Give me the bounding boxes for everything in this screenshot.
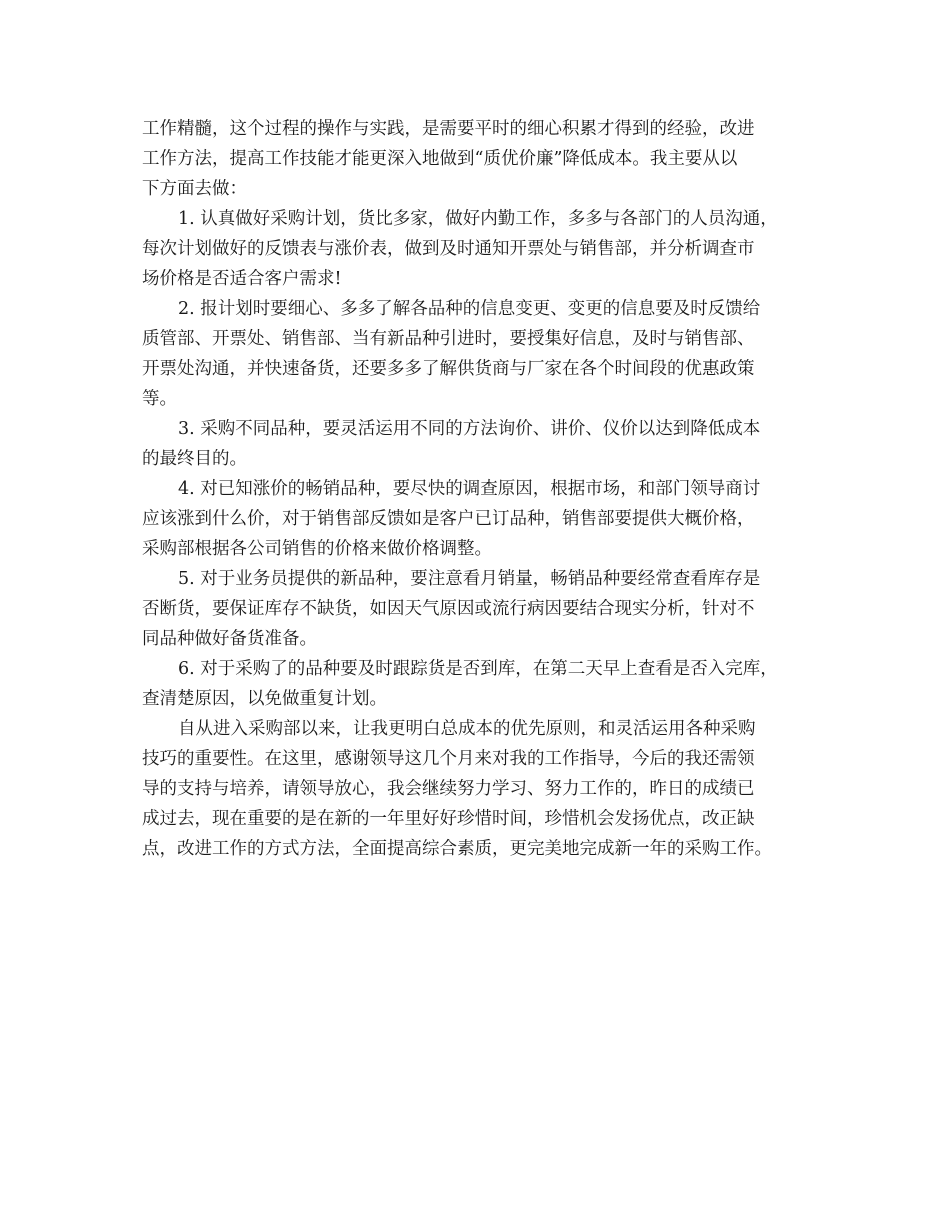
text-line: 等。 [142,389,177,409]
text-line: 同品种做好备货准备。 [142,629,317,649]
text-line: 3. 采购不同品种，要灵活运用不同的方法询价、讲价、仪价以达到降低成本 [178,419,761,439]
text-line: 每次计划做好的反馈表与涨价表，做到及时通知开票处与销售部，并分析调查市 [142,239,755,259]
paragraph-item-3 [142,414,814,474]
text-line: 开票处沟通，并快速备货，还要多多了解供货商与厂家在各个时间段的优惠政策 [142,359,755,379]
text-line: 1. 认真做好采购计划，货比多家，做好内勤工作，多多与各部门的人员沟通， [178,209,778,229]
text-line: 2. 报计划时要细心、多多了解各品种的信息变更、变更的信息要及时反馈给 [178,299,761,319]
paragraph-item-4 [142,474,814,564]
text-line: 质管部、开票处、销售部、当有新品种引进时，要授集好信息，及时与销售部、 [142,329,755,349]
document-body [142,114,814,864]
text-line: 应该涨到什么价，对于销售部反馈如是客户已订品种，销售部要提供大概价格， [142,509,755,529]
text-line: 查清楚原因，以免做重复计划。 [142,689,387,709]
text-line: 成过去，现在重要的是在新的一年里好好珍惜时间，珍惜机会发扬优点，改正缺 [142,809,755,829]
text-line: 场价格是否适合客户需求! [142,269,342,289]
text-line: 的最终目的。 [142,449,247,469]
paragraph-item-1 [142,204,814,294]
text-line: 工作精髓，这个过程的操作与实践，是需要平时的细心积累才得到的经验，改进 [142,119,755,139]
text-line: 4. 对已知涨价的畅销品种，要尽快的调查原因，根据市场，和部门领导商讨 [178,479,761,499]
text-line: 5. 对于业务员提供的新品种，要注意看月销量，畅销品种要经常查看库存是 [178,569,761,589]
text-line: 点，改进工作的方式方法，全面提高综合素质，更完美地完成新一年的采购工作。 [142,839,772,859]
paragraph-intro [142,114,814,204]
paragraph-item-2 [142,294,814,414]
text-line: 工作方法，提高工作技能才能更深入地做到“质优价廉”降低成本。我主要从以 [142,149,738,169]
text-line: 否断货，要保证库存不缺货，如因天气原因或流行病因要结合现实分析，针对不 [142,599,755,619]
paragraph-item-5 [142,564,814,654]
text-line: 采购部根据各公司销售的价格来做价格调整。 [142,539,492,559]
text-line: 下方面去做： [142,179,247,199]
text-line: 导的支持与培养，请领导放心，我会继续努力学习、努力工作的，昨日的成绩已 [142,779,755,799]
text-line: 自从进入采购部以来，让我更明白总成本的优先原则，和灵活运用各种采购 [178,719,756,739]
text-line: 6. 对于采购了的品种要及时跟踪货是否到库，在第二天早上查看是否入完库， [178,659,778,679]
paragraph-item-6 [142,654,814,714]
text-line: 技巧的重要性。在这里，感谢领导这几个月来对我的工作指导，今后的我还需领 [142,749,755,769]
paragraph-conclusion [142,714,814,864]
